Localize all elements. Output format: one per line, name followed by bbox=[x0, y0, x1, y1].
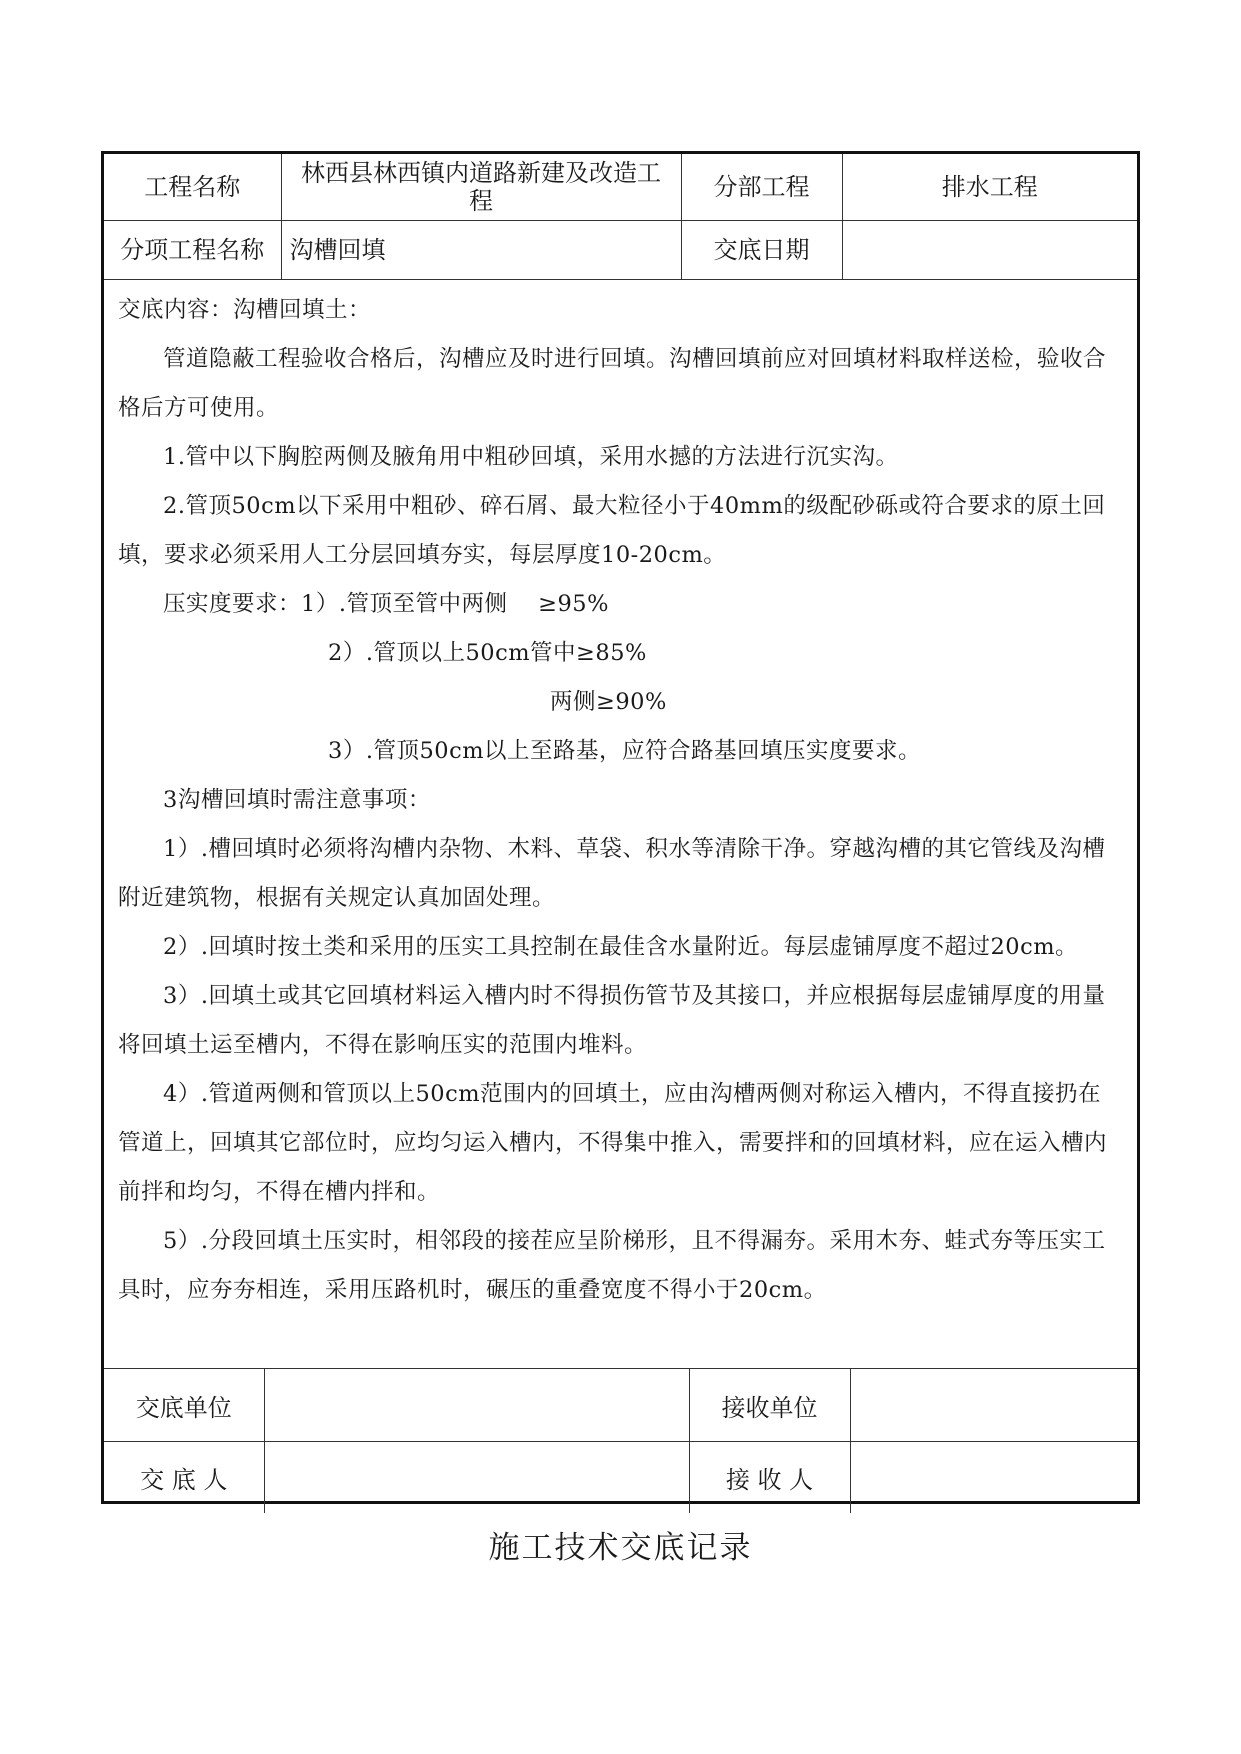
compaction-requirement-1: 压实度要求：1）.管顶至管中两侧 ≥95% bbox=[163, 591, 609, 617]
receiver-label: 接 收 人 bbox=[689, 1442, 850, 1514]
content-intro: 管道隐蔽工程验收合格后，沟槽应及时进行回填。沟槽回填前应对回填材料取样送检，验收合格后方可使用。 bbox=[118, 346, 1107, 421]
issuing-unit-label: 交底单位 bbox=[104, 1369, 264, 1442]
subitem-label: 分项工程名称 bbox=[104, 221, 281, 280]
note-2: 2）.回填时按土类和采用的压实工具控制在最佳含水量附近。每层虚铺厚度不超过20cm。 bbox=[163, 934, 1079, 960]
receiving-unit-label: 接收单位 bbox=[689, 1369, 850, 1442]
date-label: 交底日期 bbox=[681, 221, 842, 280]
compaction-requirement-2: 2）.管顶以上50cm管中≥85% bbox=[328, 640, 647, 666]
note-3: 3）.回填土或其它回填材料运入槽内时不得损伤管节及其接口，并应根据每层虚铺厚度的用量将回填土运至槽内，不得在影响压实的范围内堆料。 bbox=[118, 983, 1106, 1058]
header-table bbox=[104, 154, 1137, 280]
date-value bbox=[842, 221, 1137, 280]
disclosure-form bbox=[101, 151, 1140, 1504]
division-label: 分部工程 bbox=[681, 154, 842, 221]
issuing-unit-value bbox=[264, 1369, 689, 1442]
content-item-1: 1.管中以下胸腔两侧及腋角用中粗砂回填，采用水撼的方法进行沉实沟。 bbox=[163, 444, 899, 470]
note-5: 5）.分段回填土压实时，相邻段的接茬应呈阶梯形，且不得漏夯。采用木夯、蛙式夯等压实工具时，应夯夯相连，采用压路机时，碾压的重叠宽度不得小于20cm。 bbox=[118, 1228, 1106, 1303]
signoff-table bbox=[104, 1369, 1137, 1513]
page-title: 施工技术交底记录 bbox=[488, 1530, 753, 1566]
compaction-requirement-3: 3）.管顶50cm以上至路基，应符合路基回填压实度要求。 bbox=[328, 738, 922, 764]
issuer-label: 交 底 人 bbox=[104, 1442, 264, 1514]
notes-heading: 3沟槽回填时需注意事项： bbox=[163, 787, 431, 813]
note-1: 1）.槽回填时必须将沟槽内杂物、木料、草袋、积水等清除干净。穿越沟槽的其它管线及沟槽附近建筑物，根据有关规定认真加固处理。 bbox=[118, 836, 1106, 911]
note-4: 4）.管道两侧和管顶以上50cm范围内的回填土，应由沟槽两侧对称运入槽内，不得直接扔在管道上，回填其它部位时，应均匀运入槽内，不得集中推入，需要拌和的回填材料，应在运入槽内前拌和均匀，不得在槽内拌和。 bbox=[118, 1081, 1108, 1205]
project-name-label: 工程名称 bbox=[104, 154, 281, 221]
issuer-value bbox=[264, 1442, 689, 1514]
content-heading: 交底内容：沟槽回填土： bbox=[118, 297, 372, 323]
receiver-value bbox=[850, 1442, 1137, 1514]
receiving-unit-value bbox=[850, 1369, 1137, 1442]
content-item-2: 2.管顶50cm以下采用中粗砂、碎石屑、最大粒径小于40mm的级配砂砾或符合要求的原土回填，要求必须采用人工分层回填夯实，每层厚度10-20cm。 bbox=[118, 493, 1106, 568]
division-value: 排水工程 bbox=[842, 154, 1137, 221]
disclosure-content bbox=[104, 280, 1137, 1369]
compaction-requirement-2b: 两侧≥90% bbox=[550, 689, 667, 715]
project-name-value: 林西县林西镇内道路新建及改造工程 bbox=[281, 154, 681, 221]
subitem-value: 沟槽回填 bbox=[281, 221, 681, 280]
